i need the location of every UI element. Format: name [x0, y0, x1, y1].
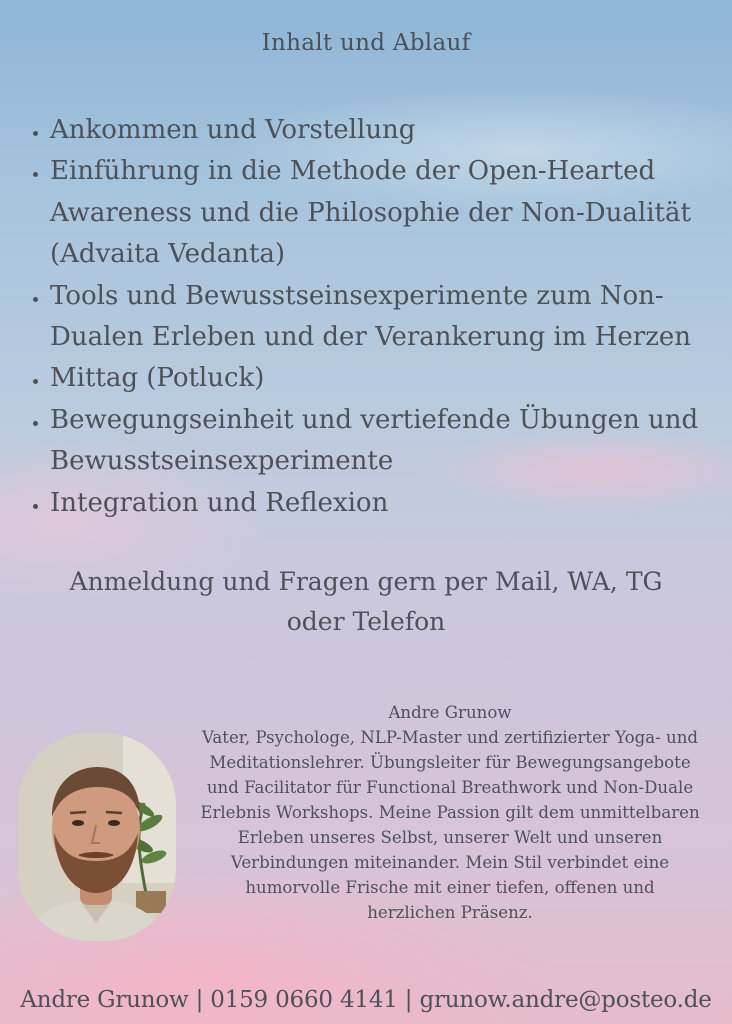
- bio-text: Vater, Psychologe, NLP-Master und zertifizierter Yoga- und Meditationslehrer. Übungsleiter für Bewegungsangebote und Facilitator für Functional Breathwork und Non-Duale Erlebnis Workshops. Meine Passion gilt dem unmittelbaren Erleben unseres Selbst, unserer Welt und unseren Verbindungen miteinander. Mein Stil verbindet eine humorvolle Frische mit einer tiefen, offenen und herzlichen Präsenz.: [200, 728, 700, 922]
- bio-block: [200, 700, 700, 925]
- program-list: [22, 110, 730, 524]
- section-title: Inhalt und Ablauf: [261, 30, 471, 56]
- list-item: • Bewegungseinheit und vertiefende Übungen und Bewusstseinsexperimente: [50, 400, 730, 483]
- portrait-photo: [18, 733, 176, 941]
- registration-note: Anmeldung und Fragen gern per Mail, WA, TG oder Telefon: [69, 567, 663, 636]
- list-item: • Mittag (Potluck): [50, 358, 730, 399]
- list-item: • Integration und Reflexion: [50, 483, 730, 524]
- bio-name: Andre Grunow: [388, 703, 512, 722]
- list-item: • Tools und Bewusstseinsexperimente zum Non-Dualen Erleben und der Verankerung im Herzen: [50, 276, 730, 359]
- list-item: • Ankommen und Vorstellung: [50, 110, 730, 151]
- list-item: • Einführung in die Methode der Open-Hearted Awareness und die Philosophie der Non-Dualität (Advaita Vedanta): [50, 151, 730, 275]
- contact-footer: Andre Grunow | 0159 0660 4141 | grunow.andre@posteo.de: [20, 987, 712, 1013]
- portrait-illustration: [18, 733, 176, 941]
